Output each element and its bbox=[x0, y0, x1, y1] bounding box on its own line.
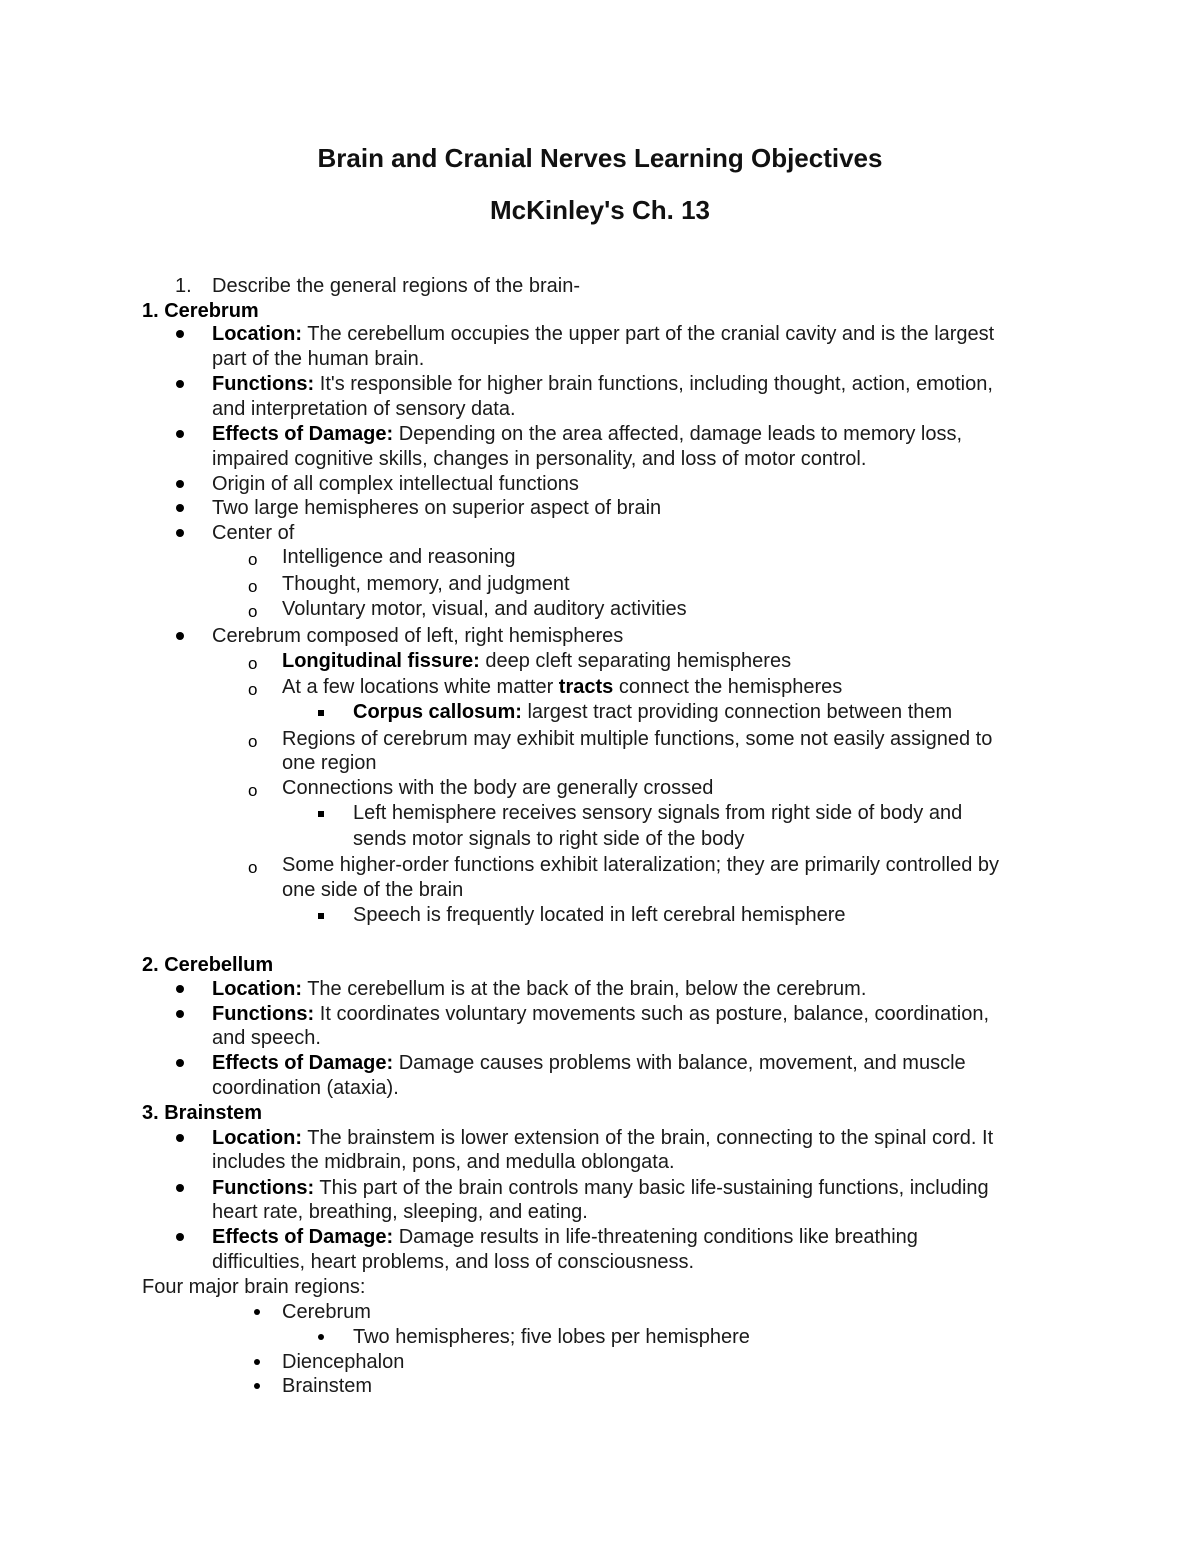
bullet-circle: o bbox=[248, 602, 258, 621]
damage-text: Damage causes problems with balance, movement, and muscle bbox=[393, 1052, 966, 1074]
damage-label: Effects of Damage: bbox=[212, 423, 394, 445]
cerebellum-damage-cont: coordination (ataxia). bbox=[212, 1077, 399, 1099]
bullet-dot bbox=[176, 1059, 184, 1067]
bullet-square bbox=[318, 811, 324, 817]
damage-text: Damage results in life-threatening conditions like breathing bbox=[393, 1226, 918, 1248]
bullet-circle: o bbox=[248, 732, 258, 751]
cerebrum-damage bbox=[212, 422, 962, 447]
brainstem-location-cont: includes the midbrain, pons, and medulla oblongata. bbox=[212, 1151, 675, 1173]
damage-label: Effects of Damage: bbox=[212, 1226, 394, 1248]
speech-line: Speech is frequently located in left cerebral hemisphere bbox=[353, 904, 846, 926]
cerebrum-functions bbox=[212, 372, 993, 397]
bullet-dot bbox=[176, 480, 184, 488]
bullet-circle: o bbox=[248, 550, 258, 569]
tracts-bold: tracts bbox=[558, 676, 614, 698]
regions-line-cont: one region bbox=[282, 752, 377, 774]
cerebrum-heading: 1. Cerebrum bbox=[142, 300, 259, 322]
cerebrum-hemispheres: Two large hemispheres on superior aspect of brain bbox=[212, 497, 662, 519]
fissure-text: deep cleft separating hemispheres bbox=[479, 650, 792, 672]
region-brainstem: Brainstem bbox=[282, 1375, 373, 1397]
brainstem-heading: 3. Brainstem bbox=[142, 1102, 263, 1124]
center-item: Voluntary motor, visual, and auditory activities bbox=[282, 598, 687, 620]
callosum-text: largest tract providing connection between them bbox=[521, 701, 953, 723]
regions-line: Regions of cerebrum may exhibit multiple functions, some not easily assigned to bbox=[282, 728, 993, 750]
bullet-circle: o bbox=[248, 781, 258, 800]
center-item: Thought, memory, and judgment bbox=[282, 573, 570, 595]
bullet-dot bbox=[176, 1134, 184, 1142]
bullet-circle: o bbox=[248, 858, 258, 877]
center-item: Intelligence and reasoning bbox=[282, 546, 516, 568]
tracts-post: connect the hemispheres bbox=[613, 676, 843, 698]
damage-label: Effects of Damage: bbox=[212, 1052, 394, 1074]
bullet-dot bbox=[176, 430, 184, 438]
crossed-line: Connections with the body are generally crossed bbox=[282, 777, 714, 799]
cerebrum-damage-cont: impaired cognitive skills, changes in personality, and loss of motor control. bbox=[212, 448, 867, 470]
lateral-line: Some higher-order functions exhibit lateralization; they are primarily controlled by bbox=[282, 854, 1000, 876]
bullet-circle: o bbox=[248, 654, 258, 673]
bullet-dot bbox=[176, 632, 184, 640]
location-text: The brainstem is lower extension of the brain, connecting to the spinal cord. It bbox=[302, 1127, 994, 1149]
tracts-pre: At a few locations white matter bbox=[282, 676, 559, 698]
brainstem-functions-cont: heart rate, breathing, sleeping, and eating. bbox=[212, 1201, 588, 1223]
functions-text: It's responsible for higher brain functions, including thought, action, emotion, bbox=[314, 373, 993, 395]
bullet-square bbox=[318, 710, 324, 716]
bullet-dot bbox=[176, 985, 184, 993]
fissure-line bbox=[282, 649, 791, 674]
bullet-dot bbox=[176, 1233, 184, 1241]
four-regions-heading: Four major brain regions: bbox=[142, 1276, 366, 1298]
brainstem-location bbox=[212, 1126, 993, 1151]
region-cerebrum-sub: Two hemispheres; five lobes per hemisphere bbox=[353, 1326, 750, 1348]
lateral-line-cont: one side of the brain bbox=[282, 879, 464, 901]
location-text: The cerebellum is at the back of the brain, below the cerebrum. bbox=[302, 978, 867, 1000]
location-label: Location: bbox=[212, 1127, 302, 1149]
brainstem-damage-cont: difficulties, heart problems, and loss of consciousness. bbox=[212, 1251, 695, 1273]
bullet-dot bbox=[176, 1010, 184, 1018]
region-cerebrum: Cerebrum bbox=[282, 1301, 371, 1323]
cerebrum-location bbox=[212, 322, 994, 347]
bullet-dot bbox=[176, 504, 184, 512]
bullet-dot bbox=[176, 380, 184, 388]
functions-text: This part of the brain controls many basic life-sustaining functions, including bbox=[314, 1177, 989, 1199]
cerebellum-damage bbox=[212, 1051, 966, 1076]
intro-text: Describe the general regions of the brain- bbox=[212, 275, 580, 297]
bullet-circle: o bbox=[248, 680, 258, 699]
callosum-label: Corpus callosum: bbox=[353, 701, 522, 723]
left-hemi-line: Left hemisphere receives sensory signals from right side of body and bbox=[353, 802, 963, 824]
callosum-line bbox=[353, 700, 952, 725]
cerebrum-center-of: Center of bbox=[212, 522, 295, 544]
cerebrum-origin: Origin of all complex intellectual functions bbox=[212, 473, 579, 495]
functions-label: Functions: bbox=[212, 373, 315, 395]
location-text: The cerebellum occupies the upper part of the cranial cavity and is the largest bbox=[302, 323, 995, 345]
bullet-dot bbox=[254, 1359, 260, 1365]
cerebellum-location bbox=[212, 977, 866, 1002]
functions-label: Functions: bbox=[212, 1003, 315, 1025]
tracts-line bbox=[282, 675, 842, 700]
bullet-dot bbox=[176, 1184, 184, 1192]
intro-number: 1. bbox=[175, 275, 192, 297]
cerebellum-functions-cont: and speech. bbox=[212, 1027, 321, 1049]
location-label: Location: bbox=[212, 323, 302, 345]
bullet-dot bbox=[176, 330, 184, 338]
bullet-square bbox=[318, 913, 324, 919]
damage-text: Depending on the area affected, damage leads to memory loss, bbox=[393, 423, 963, 445]
bullet-dot bbox=[254, 1309, 260, 1315]
brainstem-functions bbox=[212, 1176, 989, 1201]
location-label: Location: bbox=[212, 978, 302, 1000]
fissure-label: Longitudinal fissure: bbox=[282, 650, 480, 672]
bullet-dot bbox=[254, 1383, 260, 1389]
cerebellum-heading: 2. Cerebellum bbox=[142, 954, 274, 976]
cerebrum-functions-cont: and interpretation of sensory data. bbox=[212, 398, 516, 420]
cerebellum-functions bbox=[212, 1002, 989, 1027]
brainstem-damage bbox=[212, 1225, 918, 1250]
document-title: Brain and Cranial Nerves Learning Objectives bbox=[317, 143, 883, 173]
bullet-dot bbox=[318, 1334, 324, 1340]
left-hemi-line-cont: sends motor signals to right side of the body bbox=[353, 828, 745, 850]
bullet-dot bbox=[176, 529, 184, 537]
bullet-circle: o bbox=[248, 577, 258, 596]
region-diencephalon: Diencephalon bbox=[282, 1351, 405, 1373]
cerebrum-location-cont: part of the human brain. bbox=[212, 348, 425, 370]
functions-text: It coordinates voluntary movements such as posture, balance, coordination, bbox=[314, 1003, 990, 1025]
functions-label: Functions: bbox=[212, 1177, 315, 1199]
document-subtitle: McKinley's Ch. 13 bbox=[489, 195, 711, 225]
cerebrum-composed: Cerebrum composed of left, right hemispheres bbox=[212, 625, 624, 647]
